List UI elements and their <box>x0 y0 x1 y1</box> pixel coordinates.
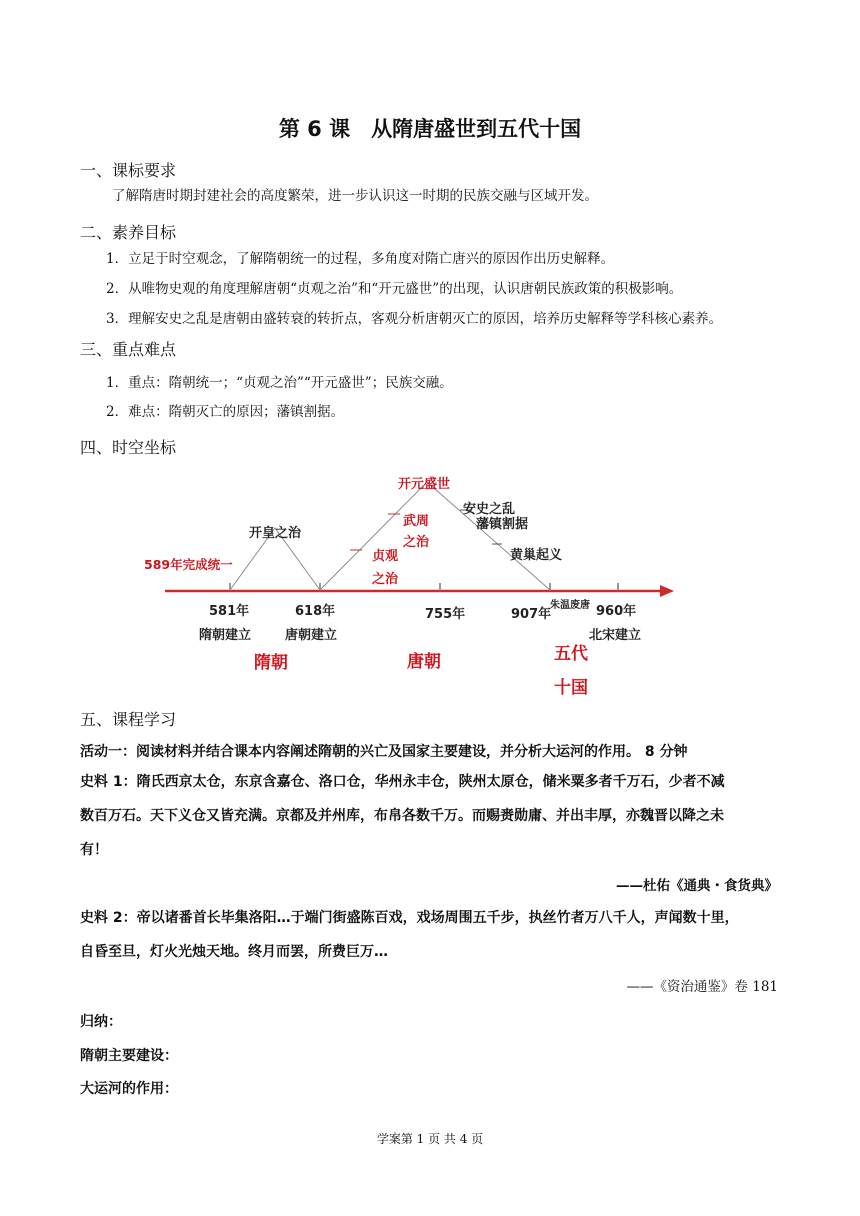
section-heading-2: 二、素养目标 <box>80 223 177 242</box>
page-footer: 学案第 1 页 共 4 页 <box>376 1132 484 1146</box>
label-kaihuang: 开皇之治 <box>249 526 302 541</box>
section-heading-4: 四、时空坐标 <box>80 438 177 457</box>
goal-item: 1．立足于时空观念，了解隋朝统一的过程，多角度对隋亡唐兴的原因作出历史解释。 <box>106 251 615 267</box>
activity-intro: 活动一：阅读材料并结合课本内容阐述隋朝的兴亡及国家主要建设，并分析大运河的作用。 8 分钟 <box>80 744 688 760</box>
lesson-title: 第 6 课 从隋唐盛世到五代十国 <box>278 117 582 141</box>
year-960: 960年 <box>596 604 637 619</box>
question-grand-canal: 大运河的作用： <box>80 1081 178 1097</box>
label-anshi: 安史之乱 <box>463 502 516 517</box>
material-1-line: 数百万石。天下义仓又皆充满。京都及并州库，布帛各数千万。而赐赉勋庸、并出丰厚，亦魏晋以降之未 <box>80 808 724 824</box>
timeline-arrow-icon <box>660 585 674 597</box>
dynasty-sui: 隋朝 <box>254 653 288 673</box>
label-huangchao: 黄巢起义 <box>510 548 563 563</box>
section-heading-1: 一、课标要求 <box>80 161 177 180</box>
event-tang-founded: 唐朝建立 <box>285 628 338 643</box>
section-heading-3: 三、重点难点 <box>80 340 177 359</box>
goal-item: 2．从唯物史观的角度理解唐朝“贞观之治”和“开元盛世”的出现，认识唐朝民族政策的积极影响。 <box>106 281 683 297</box>
material-2-source: ——《资治通鉴》卷 181 <box>626 979 778 995</box>
goal-item: 3．理解安史之乱是唐朝由盛转衰的转折点，客观分析唐朝灭亡的原因，培养历史解释等学科核心素养。 <box>106 311 723 327</box>
question-sui-construction: 隋朝主要建设： <box>80 1048 178 1064</box>
label-fanzhen: 藩镇割据 <box>476 517 529 532</box>
year-755: 755年 <box>425 607 466 622</box>
section-heading-5: 五、课程学习 <box>80 710 177 729</box>
tang-trend-line <box>320 482 550 590</box>
material-2-line: 史料 2：帝以诸番首长毕集洛阳…于端门街盛陈百戏，戏场周围五千步，执丝竹者万八千人，声闻数十里， <box>80 910 739 926</box>
key-point-item: 1．重点：隋朝统一；“贞观之治”“开元盛世”；民族交融。 <box>106 375 453 391</box>
material-1-line: 有！ <box>80 842 108 858</box>
label-unify: 589年完成统一 <box>144 557 233 572</box>
label-zhenguan-2: 之治 <box>372 572 399 587</box>
label-kaiyuan: 开元盛世 <box>398 477 451 492</box>
dynasty-tang: 唐朝 <box>407 652 441 672</box>
event-song-founded: 北宋建立 <box>589 628 642 643</box>
label-wuzhou-1: 武周 <box>403 514 430 529</box>
year-581: 581年 <box>209 604 250 619</box>
dynasty-wudai-1: 五代 <box>554 644 588 664</box>
timeline-diagram <box>130 468 690 703</box>
event-sui-founded: 隋朝建立 <box>199 628 252 643</box>
year-618: 618年 <box>295 604 336 619</box>
material-1-source: ——杜佑《通典・食货典》 <box>616 878 778 894</box>
label-zhenguan-1: 贞观 <box>372 549 399 564</box>
dynasty-wudai-2: 十国 <box>554 678 588 698</box>
summary-label: 归纳： <box>80 1014 122 1030</box>
material-2-line: 自昏至旦，灯火光烛天地。终月而罢，所费巨万… <box>80 944 388 960</box>
key-point-item: 2．难点：隋朝灭亡的原因；藩镇割据。 <box>106 404 345 420</box>
material-1-line: 史料 1：隋氏西京太仓，东京含嘉仓、洛口仓，华州永丰仓，陕州太原仓，储米粟多者千万石，少者不减 <box>80 774 725 790</box>
label-wuzhou-2: 之治 <box>403 535 430 550</box>
label-zhuwen: 朱温废唐 <box>550 600 590 611</box>
section-text-1: 了解隋唐时期封建社会的高度繁荣，进一步认识这一时期的民族交融与区域开发。 <box>112 188 598 204</box>
year-907: 907年 <box>511 607 552 622</box>
